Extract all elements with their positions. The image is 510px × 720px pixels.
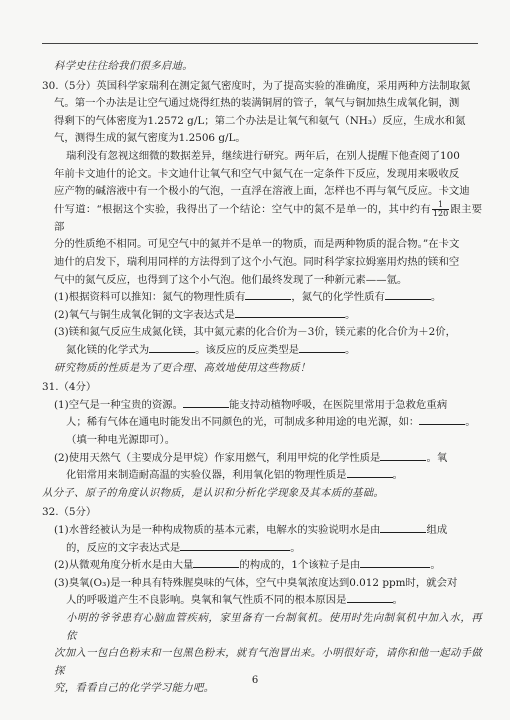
q32-sub-2 (42, 557, 482, 575)
page-number: 6 (251, 675, 259, 686)
q30-line: 瑞利没有忽视这细微的数据差异，继续进行研究。两年后，在别人提醒下他查阅了100 (66, 149, 460, 162)
fraction (432, 201, 449, 218)
answer-blank[interactable] (347, 592, 393, 603)
q32-head: 32.（5分） (42, 506, 97, 519)
q30-note: 研究物质的性质是为了更合理、高效地使用这些物质！ (54, 361, 311, 374)
q31-sub-text: 。 (465, 416, 476, 429)
q31-sub-text: 能支持动植物呼吸，在医院里常用于急救危重病 (229, 398, 448, 411)
q30-sub-text: ，氮气的化学性质有 (291, 291, 385, 304)
q30-line: 应产物的碱溶液中有一个极小的气泡，一直浮在溶液上面，怎样也不再与氧气反应。卡文迪 (54, 185, 470, 198)
header-rule (42, 43, 478, 44)
q30-sub-text: 。该反应的反应类型是 (195, 344, 300, 356)
q32-sub-text: (1)水普经被认为是一种构成物质的基本元素，电解水的实验说明水是由 (54, 523, 381, 536)
q30-text: 什写道：“根据这个实验，我得出了一个结论：空气中的氮不是单一的，其中约有 (54, 203, 431, 216)
q32-sub-text: 的，反应的文字表达式是 (66, 541, 181, 554)
answer-blank[interactable] (235, 307, 345, 318)
intro-note: 科学史往往给我们很多启迪。 (54, 60, 193, 72)
q32-sub-text: (2)从微观角度分析水是由大量 (54, 559, 194, 572)
q32-note: 小明的爷爷患有心脑血管疾病，家里备有一台制氧机。使用时先向制氧机中加入水，再依 (66, 611, 482, 642)
q30-line: 年前卡文迪什的论文。卡文迪什让氧气和空气中氮气在一定条件下反应，发现用来吸收反 (54, 167, 460, 180)
answer-blank[interactable] (385, 289, 431, 300)
q32-note: 次加入一包白色粉末和一包黑色粉末，就有气泡冒出来。小明很好奇，请你和他一起动手做探 (54, 647, 482, 677)
q30-sub-3: (3)镁和氮气反应生成氮化镁，其中氮元素的化合价为－3价，镁元素的化合价为＋2价， (54, 326, 456, 339)
q32-sub-1 (42, 522, 482, 540)
fraction-numerator: 1 (432, 201, 449, 210)
answer-blank[interactable] (419, 414, 465, 425)
answer-blank[interactable] (183, 397, 229, 408)
q31-sub-text: (2)使用天然气（主要成分是甲烷）作家用燃气，利用甲烷的化学性质是 (54, 451, 381, 464)
q32-sub-1-cont (42, 540, 482, 558)
question-31 (42, 379, 482, 502)
q30-sub-text: 。 (345, 344, 356, 356)
answer-blank[interactable] (360, 557, 430, 568)
q31-sub-2-cont (42, 467, 482, 485)
answer-blank[interactable] (180, 540, 290, 551)
question-32 (42, 504, 482, 698)
q31-head: 31.（4分） (42, 381, 97, 394)
q30-sub-1 (42, 289, 482, 307)
q32-sub-text: 。 (430, 559, 441, 572)
q30-sub-2 (42, 307, 482, 325)
q31-sub-1-cont (42, 414, 482, 432)
answer-blank[interactable] (347, 467, 393, 478)
q30-line-fraction (42, 201, 482, 237)
answer-blank[interactable] (380, 522, 426, 533)
q30-sub-text: (1)根据资料可以推知：氮气的物理性质有 (54, 291, 246, 304)
answer-blank[interactable] (149, 342, 195, 353)
page-content (42, 58, 482, 698)
answer-blank[interactable] (245, 289, 291, 300)
answer-blank[interactable] (193, 557, 239, 568)
q32-sub-text: 的构成的，1个该粒子是由 (239, 559, 361, 572)
q31-sub-text: 。氧 (426, 451, 448, 464)
q30-sub-text: 氮化镁的化学式为 (66, 344, 150, 356)
q30-line: 30.（5分）英国科学家瑞利在测定氮气密度时，为了提高实验的准确度，采用两种方法制取氮 (42, 79, 471, 92)
q31-sub-2 (42, 450, 482, 468)
q31-sub-text: 人；稀有气体在通电时能发出不同颜色的光，可制成多种用途的电光源，如： (66, 416, 420, 429)
q31-sub-text: 。 (392, 469, 403, 482)
q32-sub-text: 人的呼吸道产生不良影响。臭氧和氧气性质不同的根本原因是 (66, 594, 347, 607)
q31-sub-1 (42, 397, 482, 415)
q31-note: 从分子、原子的角度认识物质，是认识和分析化学现象及其本质的基础。 (42, 486, 385, 499)
q30-sub-3-cont (42, 342, 482, 360)
q32-sub-3: (3)臭氧(O₃)是一种具有特殊腥臭味的气体，空气中臭氧浓度达到0.012 ppm时，就会对 (54, 576, 458, 589)
q30-line: 迪什的启发下，瑞利用同样的方法得到了这个小气泡。同时科学家拉姆塞用灼热的镁和空 (54, 256, 460, 269)
q31-sub-text: 化铝常用来制造耐高温的实验仪器，利用氧化铝的物理性质是 (66, 469, 347, 482)
answer-blank[interactable] (380, 450, 426, 461)
q31-sub-text: (1)空气是一种宝贵的资源。 (54, 398, 184, 411)
q30-line: 得剩下的气体密度为1.2572 g/L；第二个办法是让氧气和氨气（NH₃）反应，生成水和氮 (54, 114, 466, 127)
q32-sub-text: 。 (290, 541, 301, 554)
q30-sub-text: 。 (344, 308, 356, 321)
q32-sub-text: 。 (392, 594, 403, 607)
answer-blank[interactable] (299, 342, 345, 353)
q30-text: 跟主要部 (54, 203, 483, 233)
q30-line: 分的性质绝不相同。可见空气中的氮并不是单一的物质，而是两种物质的混合物。”在卡文 (54, 238, 460, 251)
fraction-denominator: 120 (432, 208, 449, 218)
question-30 (42, 78, 482, 378)
q32-sub-3-cont (42, 592, 482, 610)
q30-line: 气。第一个办法是让空气通过烧得红热的装满铜屑的管子，氧气与铜加热生成氧化铜，测 (54, 97, 460, 110)
q30-sub-text: (2)氧气与铜生成氧化铜的文字表达式是 (54, 308, 235, 321)
q30-line: 气，测得生成的氮气密度为1.2506 g/L。 (54, 132, 246, 145)
q32-note: 究，看看自己的化学学习能力吧。 (54, 682, 215, 695)
q30-line: 气中的氮气反应，也得到了这个小气泡。他们最终发现了一种新元素——氩。 (54, 273, 408, 286)
q30-sub-text: 。 (430, 291, 442, 304)
q31-sub-1-hint: （填一种电光源即可）。 (66, 433, 176, 446)
q32-sub-text: 组成 (426, 523, 448, 536)
